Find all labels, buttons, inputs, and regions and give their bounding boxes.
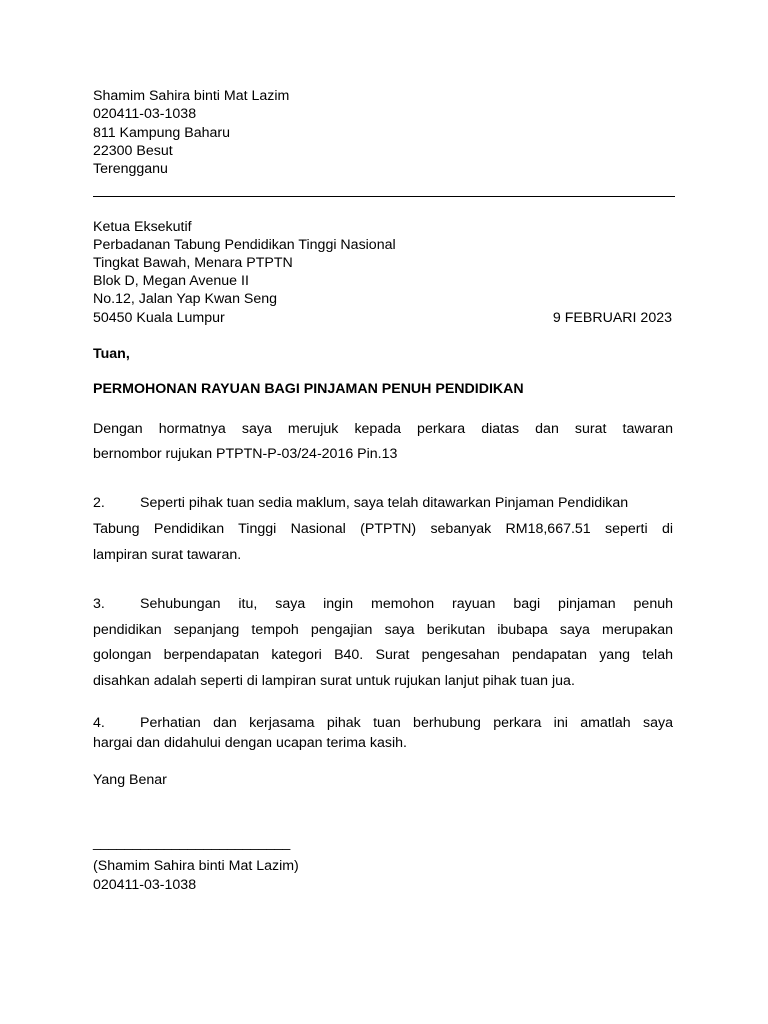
letter-date: 9 FEBRUARI 2023 (552, 310, 672, 326)
sender-address-2: 22300 Besut (93, 143, 173, 159)
subject-line: PERMOHONAN RAYUAN BAGI PINJAMAN PENUH PENDIDIKAN (93, 381, 524, 397)
paragraph-2-line-1: Seperti pihak tuan sedia maklum, saya telah ditawarkan Pinjaman Pendidikan (140, 495, 629, 511)
paragraph-3-number: 3. (93, 596, 105, 612)
paragraph-3-line-4: disahkan adalah seperti di lampiran surat untuk rujukan lanjut pihak tuan jua. (93, 672, 575, 689)
signatory-ic: 020411-03-1038 (93, 877, 197, 893)
paragraph-4-line-2: hargai dan didahului dengan ucapan terima kasih. (93, 735, 407, 751)
closing: Yang Benar (93, 772, 167, 788)
recipient-line-6: 50450 Kuala Lumpur (93, 310, 225, 326)
paragraph-3-line-1: Sehubungan itu, saya ingin memohon rayuan bagi pinjaman penuh (140, 596, 673, 612)
sender-address-1: 811 Kampung Baharu (93, 125, 230, 141)
paragraph-4-number: 4. (93, 715, 105, 731)
sender-name: Shamim Sahira binti Mat Lazim (93, 88, 290, 104)
paragraph-1 (93, 417, 673, 467)
paragraph-4 (93, 713, 673, 753)
paragraph-2-number: 2. (93, 495, 105, 511)
sender-ic: 020411-03-1038 (93, 106, 197, 122)
paragraph-3-line-3: golongan berpendapatan kategori B40. Surat pengesahan pendapatan yang telah (93, 647, 673, 663)
header-divider (93, 196, 675, 197)
salutation: Tuan, (93, 346, 130, 362)
paragraph-4-line-1: Perhatian dan kerjasama pihak tuan berhubung perkara ini amatlah saya (140, 715, 673, 731)
recipient-line-1: Ketua Eksekutif (93, 219, 192, 235)
signatory-name: (Shamim Sahira binti Mat Lazim) (93, 858, 299, 874)
sender-state: Terengganu (93, 161, 168, 177)
paragraph-1-line-2: bernombor rujukan PTPTN-P-03/24-2016 Pin.13 (93, 446, 398, 462)
recipient-line-5: No.12, Jalan Yap Kwan Seng (93, 291, 278, 307)
paragraph-2 (93, 490, 673, 568)
paragraph-2-line-3: lampiran surat tawaran. (93, 547, 242, 563)
paragraph-2-line-2: Tabung Pendidikan Tinggi Nasional (PTPTN) sebanyak RM18,667.51 seperti di (93, 521, 673, 537)
recipient-line-2: Perbadanan Tabung Pendidikan Tinggi Nasional (93, 237, 396, 253)
paragraph-3-line-2: pendidikan sepanjang tempoh pengajian saya berikutan ibubapa saya merupakan (93, 621, 673, 638)
paragraph-3 (93, 592, 673, 694)
signature-line: _________________________ (93, 835, 291, 851)
recipient-line-4: Blok D, Megan Avenue II (93, 273, 249, 289)
paragraph-1-line-1: Dengan hormatnya saya merujuk kepada perkara diatas dan surat tawaran (93, 421, 673, 437)
recipient-line-3: Tingkat Bawah, Menara PTPTN (93, 255, 293, 271)
